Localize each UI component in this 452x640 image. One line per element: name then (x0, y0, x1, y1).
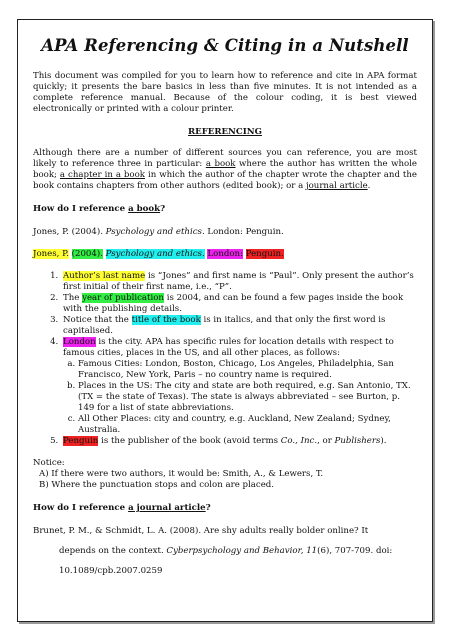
journal-reference-line1: Brunet, P. M., & Schmidt, L. A. (2008). Are shy adults really bolder online? It (33, 526, 369, 536)
question-journal-heading: How do I reference a journal article? (33, 503, 211, 513)
section-heading-referencing: REFERENCING (188, 127, 262, 137)
notice-b: B) Where the punctuation stops and colon are placed. (39, 480, 275, 490)
journal-reference-line2: depends on the context. Cyberpsychology and Behavior, 11(6), 707-709. doi: (59, 546, 393, 556)
list-item: a. Famous Cities: London, Boston, Chicago, Los Angeles, Philadelphia, San Francisco, New York, Paris – no country name is required. (78, 359, 417, 381)
reference-parts-list (33, 271, 417, 447)
list-item: c. All Other Places: city and country, e.g. Auckland, New Zealand; Sydney, Australia. (78, 414, 417, 436)
city-highlight: London: (207, 249, 243, 259)
list-item: 5. Penguin is the publisher of the book (avoid terms Co., Inc., or Publishers). (61, 436, 417, 447)
intro-paragraph: This document was compiled for you to learn how to reference and cite in APA format quickly; it presents the bare basics in less than five minutes. It is not intended as a complete reference manual. Because of the colour coding, it is best viewed electronically or printed with a colour printer. (33, 71, 417, 114)
list-item: b. Places in the US: The city and state are both required, e.g. San Antonio, TX. (TX = the state of Texas). The state is always abbreviated – see Burton, p. 149 for a list of state abbreviations. (78, 381, 417, 414)
notice-label: Notice: (33, 458, 65, 468)
journal-reference-line3: 10.1089/cpb.2007.0259 (59, 566, 163, 576)
list-item: 1. Author’s last name is “Jones” and first name is “Paul”. Only present the author’s first initial of their first name, i.e., “P”. (61, 271, 417, 293)
book-reference-colored (33, 249, 417, 260)
link-journal-article[interactable]: journal article (305, 181, 368, 191)
document-page (17, 19, 433, 622)
list-item: 4. London is the city. APA has specific rules for location details with respect to famous cities, places in the US, and all other places, as follows: a. Famous Cities: London, Boston, Chicago, Los Angeles, Philadelphia, San Francisco, New York, Paris – no country name is required. b. Places in the US: The city and state are both required, e.g. San Antonio, TX. (TX = the state of Texas). The state is always abbreviated – see Burton, p. 149 for a list of state abbreviations. c. All Other Places: city and country, e.g. Auckland, New Zealand; Sydney, Australia. (61, 337, 417, 436)
author-highlight: Jones, P. (33, 249, 69, 259)
sources-paragraph: Although there are a number of different sources you can reference, you are most likely to reference three in particular: a book where the author has written the whole book; a chapter in a book in which the author of the chapter wrote the chapter and the book contains chapters from other authors (edited book); or a journal article. (33, 148, 417, 191)
link-chapter-in-book[interactable]: a chapter in a book (59, 170, 145, 180)
location-rules-list (63, 359, 417, 436)
notice-a: A) If there were two authors, it would be: Smith, A., & Lewers, T. (39, 469, 324, 479)
list-item: 2. The year of publication is 2004, and can be found a few pages inside the book with the publishing details. (61, 293, 417, 315)
question-book-heading: How do I reference a book? (33, 204, 166, 214)
link-a-book[interactable]: a book (205, 159, 236, 169)
year-highlight: (2004). (71, 249, 103, 259)
title-highlight: Psychology and ethics. (105, 249, 205, 259)
list-item: 3. Notice that the title of the book is in italics, and that only the first word is capitalised. (61, 315, 417, 337)
publisher-highlight: Penguin. (245, 249, 284, 259)
document-title: APA Referencing & Citing in a Nutshell (41, 36, 409, 55)
book-reference-example: Jones, P. (2004). Psychology and ethics. London: Penguin. (33, 227, 284, 237)
